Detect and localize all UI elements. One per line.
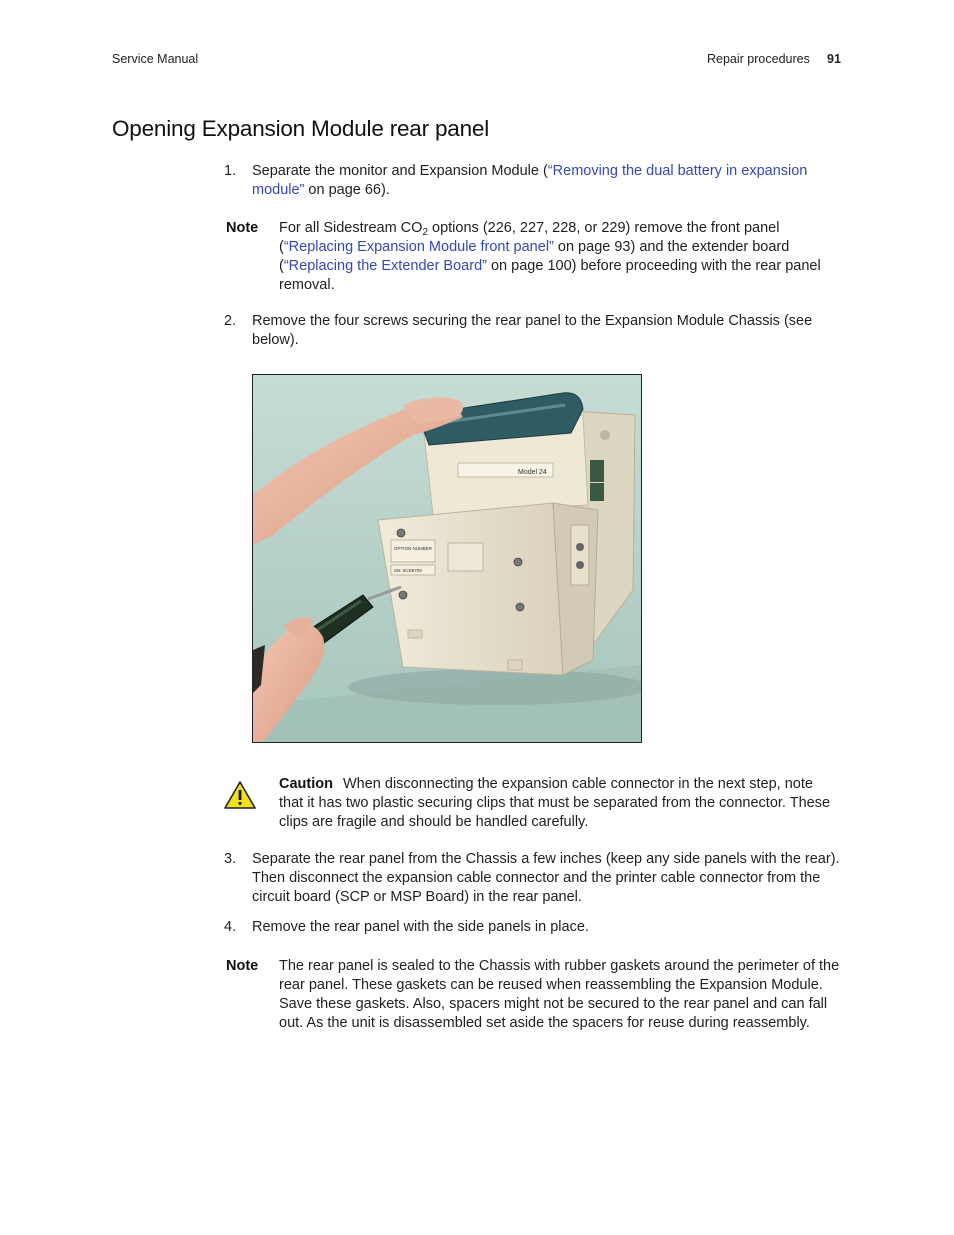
caution-label: Caution xyxy=(279,776,333,792)
step-4-number: 4. xyxy=(224,919,237,935)
photo-illustration xyxy=(253,375,641,742)
caution-text: Caution When disconnecting the expansion cable connector in the next step, note that it has two plastic securing clips that must be separated from the connector. These clips are fragile and should be handled carefully. xyxy=(279,776,831,830)
screw-bottom-right xyxy=(516,603,524,611)
header-page-number: 91 xyxy=(827,52,841,66)
step-2-text: Remove the four screws securing the rear panel to the Expansion Module Chassis (see below). xyxy=(252,313,813,348)
step-1-text: Separate the monitor and Expansion Module (“Removing the dual battery in expansion module” on page 66). xyxy=(252,163,808,198)
step-3-text: Separate the rear panel from the Chassis a few inches (keep any side panels with the rear). Then disconnect the expansion cable connector and the printer cable connector from the circuit board (SCP or MSP Board) in the rear panel. xyxy=(252,851,840,905)
expansion-module-rear-panel xyxy=(378,503,563,675)
serial-number-label: SN: 5CD9709 xyxy=(394,568,422,573)
header-manual-name: Service Manual xyxy=(112,52,199,66)
screw-top-right xyxy=(514,558,522,566)
note-2-label: Note xyxy=(226,958,259,974)
note-2-text: The rear panel is sealed to the Chassis with rubber gaskets around the perimeter of the rear panel. These gaskets can be reused when reassembling the Expansion Module. Save these gaskets. Also, spacers might not be secured to the rear panel and can fall out. As the unit is disassembled set aside the spacers for reuse during reassembly. xyxy=(279,958,840,1031)
option-number-label: OPTION NUMBER xyxy=(394,546,433,551)
green-connector-2 xyxy=(590,483,604,501)
link-removing-dual-battery[interactable]: “Removing the dual battery in expansion module” xyxy=(252,163,808,198)
screw-top-left xyxy=(397,529,405,537)
model-label: Model 24 xyxy=(518,469,547,476)
step-2-number: 2. xyxy=(224,313,237,329)
page-title: Opening Expansion Module rear panel xyxy=(112,116,490,141)
note-1-text: For all Sidestream $CO_2$ options (226, 227, 228, or 229) remove the front panel (“Replacing Expansion Module front panel” on page 93) and the extender board (“Replacing the Extender Board” on page 100) before proceeding with the rear panel removal. xyxy=(279,220,821,293)
link-replacing-front-panel[interactable]: “Replacing Expansion Module front panel” xyxy=(283,239,554,255)
header-section-name: Repair procedures xyxy=(707,52,810,66)
rear-panel-screw-removal-photo xyxy=(252,374,642,743)
step-4-text: Remove the rear panel with the side panels in place. xyxy=(252,919,589,935)
link-replacing-extender-board[interactable]: “Replacing the Extender Board” xyxy=(283,258,487,274)
note-1-label: Note xyxy=(226,220,259,236)
green-connector-1 xyxy=(590,460,604,482)
warning-triangle-icon xyxy=(223,780,257,810)
step-1-number: 1. xyxy=(224,163,237,179)
screw-bottom-left xyxy=(399,591,407,599)
step-3-number: 3. xyxy=(224,851,237,867)
